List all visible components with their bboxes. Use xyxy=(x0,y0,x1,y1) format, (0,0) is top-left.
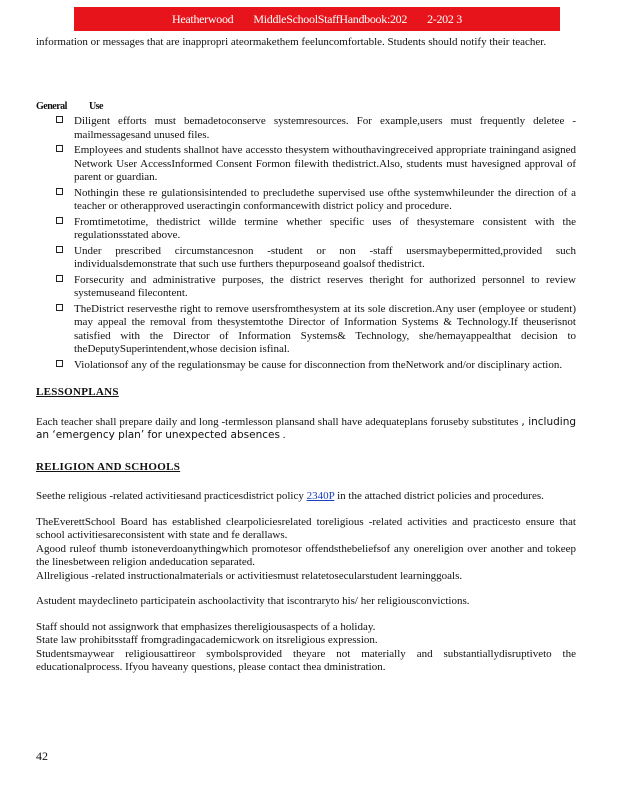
religion-paragraph-4: Allreligious -related instructionalmaterials or activitiesmust relatetosecularstudent learninggoals. xyxy=(36,569,463,582)
header-handbook-title: MiddleSchoolStaffHandbook:202 xyxy=(253,11,408,26)
list-item xyxy=(36,144,576,185)
checkbox-bullet-icon xyxy=(56,360,63,367)
page-number: 42 xyxy=(36,749,48,763)
list-item-text: Violationsof any of the regulationsmay be cause for disconnection from theNetwork and/or disciplinary action. xyxy=(74,358,563,371)
religion-paragraph-6: Staff should not assignwork that emphasizes thereligiousaspects of a holiday. xyxy=(36,620,376,633)
general-use-heading-b: Use xyxy=(88,100,103,112)
header-school: Heatherwood xyxy=(172,11,234,26)
checkbox-bullet-icon xyxy=(56,246,63,253)
general-use-heading xyxy=(36,100,576,114)
lesson-plans-emergency-text: , including an ‘emergency plan’ for unexpected absences xyxy=(36,415,577,441)
checkbox-bullet-icon xyxy=(56,116,63,123)
intro-paragraph: information or messages that are inappropri ateormakethem feeluncomfortable. Students should notify their teacher. xyxy=(36,36,547,48)
list-item-text: Nothingin these re gulationsisintended to precludethe supervised use ofthe systemwhileunder the direction of a teacher or otherapproved useractingin conformancewith district policy and procedure. xyxy=(74,186,576,212)
list-item xyxy=(36,187,576,214)
list-item xyxy=(36,245,576,272)
checkbox-bullet-icon xyxy=(56,275,63,282)
list-item xyxy=(36,359,576,373)
religion-paragraph-8: Studentsmaywear religiousattireor symbolsprovided theyare not materially and substantiallydisruptiveto the educationalprocess. Ifyou haveany questions, please contact thea dministration. xyxy=(36,647,576,673)
religion-heading: RELIGION AND SCHOOLS xyxy=(36,460,181,473)
lesson-plans-heading: LESSONPLANS xyxy=(36,386,119,398)
general-use-list xyxy=(36,115,576,372)
list-item-text: Employees and students shallnot have accessto thesystem withouthavingreceived appropriate trainingand asigned Network User AccessInformed Consent Formon filewith thedistrict.Also, students must havesigned approval of parent or guardian. xyxy=(74,144,576,183)
list-item-text: TheDistrict reservesthe right to remove usersfromthesystem at its sole discretion.Any user (employee or student) may appeal the removal from thesystemtothe Director of Information Systems & Technology.If theuserisnot satisfied with the Director of Information Systems& Technology, she/hemayappealthat decision to theDeputySuperintendent,whose decision isfinal. xyxy=(74,302,576,355)
page-body xyxy=(36,36,576,675)
checkbox-bullet-icon xyxy=(56,304,63,311)
checkbox-bullet-icon xyxy=(56,145,63,152)
list-item xyxy=(36,216,576,243)
lesson-plans-text: Each teacher shall prepare daily and long -termlesson plansand shall have adequateplans foruseby substitutes xyxy=(36,415,519,428)
religion-paragraph-3: Agood ruleof thumb istoneverdoanythingwhich promotesor offendsthebeliefsof any onereligion over another and tokeep the linesbetween religion andeducation separated. xyxy=(36,542,576,568)
religion-p1-text-end: in the attached district policies and procedures. xyxy=(337,490,544,502)
religion-p1-text: Seethe religious -related activitiesand practicesdistrict policy xyxy=(36,490,304,502)
list-item xyxy=(36,274,576,301)
header-bar xyxy=(74,7,560,31)
list-item xyxy=(36,115,576,142)
religion-paragraph-7: State law prohibitsstaff fromgradingacademicwork on itsreligious expression. xyxy=(36,634,378,646)
list-item xyxy=(36,303,576,357)
lesson-plans-paragraph xyxy=(36,416,576,443)
religion-paragraph-2: TheEverettSchool Board has established clearpoliciesrelated toreligious -related activities and practicesto ensure that school activitiesareconsistent with state and fe derallaws. xyxy=(36,515,576,541)
header-year: 2-202 3 xyxy=(427,11,462,26)
policy-2340p-link[interactable]: 2340P xyxy=(306,490,335,502)
list-item-text: Forsecurity and administrative purposes, the district reserves theright for authorized personnel to review systemuseand filecontent. xyxy=(74,273,576,299)
checkbox-bullet-icon xyxy=(56,188,63,195)
checkbox-bullet-icon xyxy=(56,217,63,224)
list-item-text: Diligent efforts must bemadetoconserve systemresources. For example,users must frequently deletee -mailmessagesand unused files. xyxy=(74,115,576,141)
list-item-text: Under prescribed circumstancesnon -student or non -staff usersmaybepermitted,provided such individualsdemonstrate that such use furthers thepurposeand goalsof thedistrict. xyxy=(74,244,576,270)
religion-paragraph-1 xyxy=(36,490,576,504)
lesson-plans-period: . xyxy=(282,429,286,441)
list-item-text: Fromtimetotime, thedistrict willde termine whether specific uses of thesystemare consistent with the regulationsstated above. xyxy=(74,215,576,241)
general-use-heading-a: General xyxy=(36,100,67,112)
religion-paragraph-5: Astudent maydeclineto participatein aschoolactivity that iscontraryto his/ her religiousconvictions. xyxy=(36,595,470,607)
